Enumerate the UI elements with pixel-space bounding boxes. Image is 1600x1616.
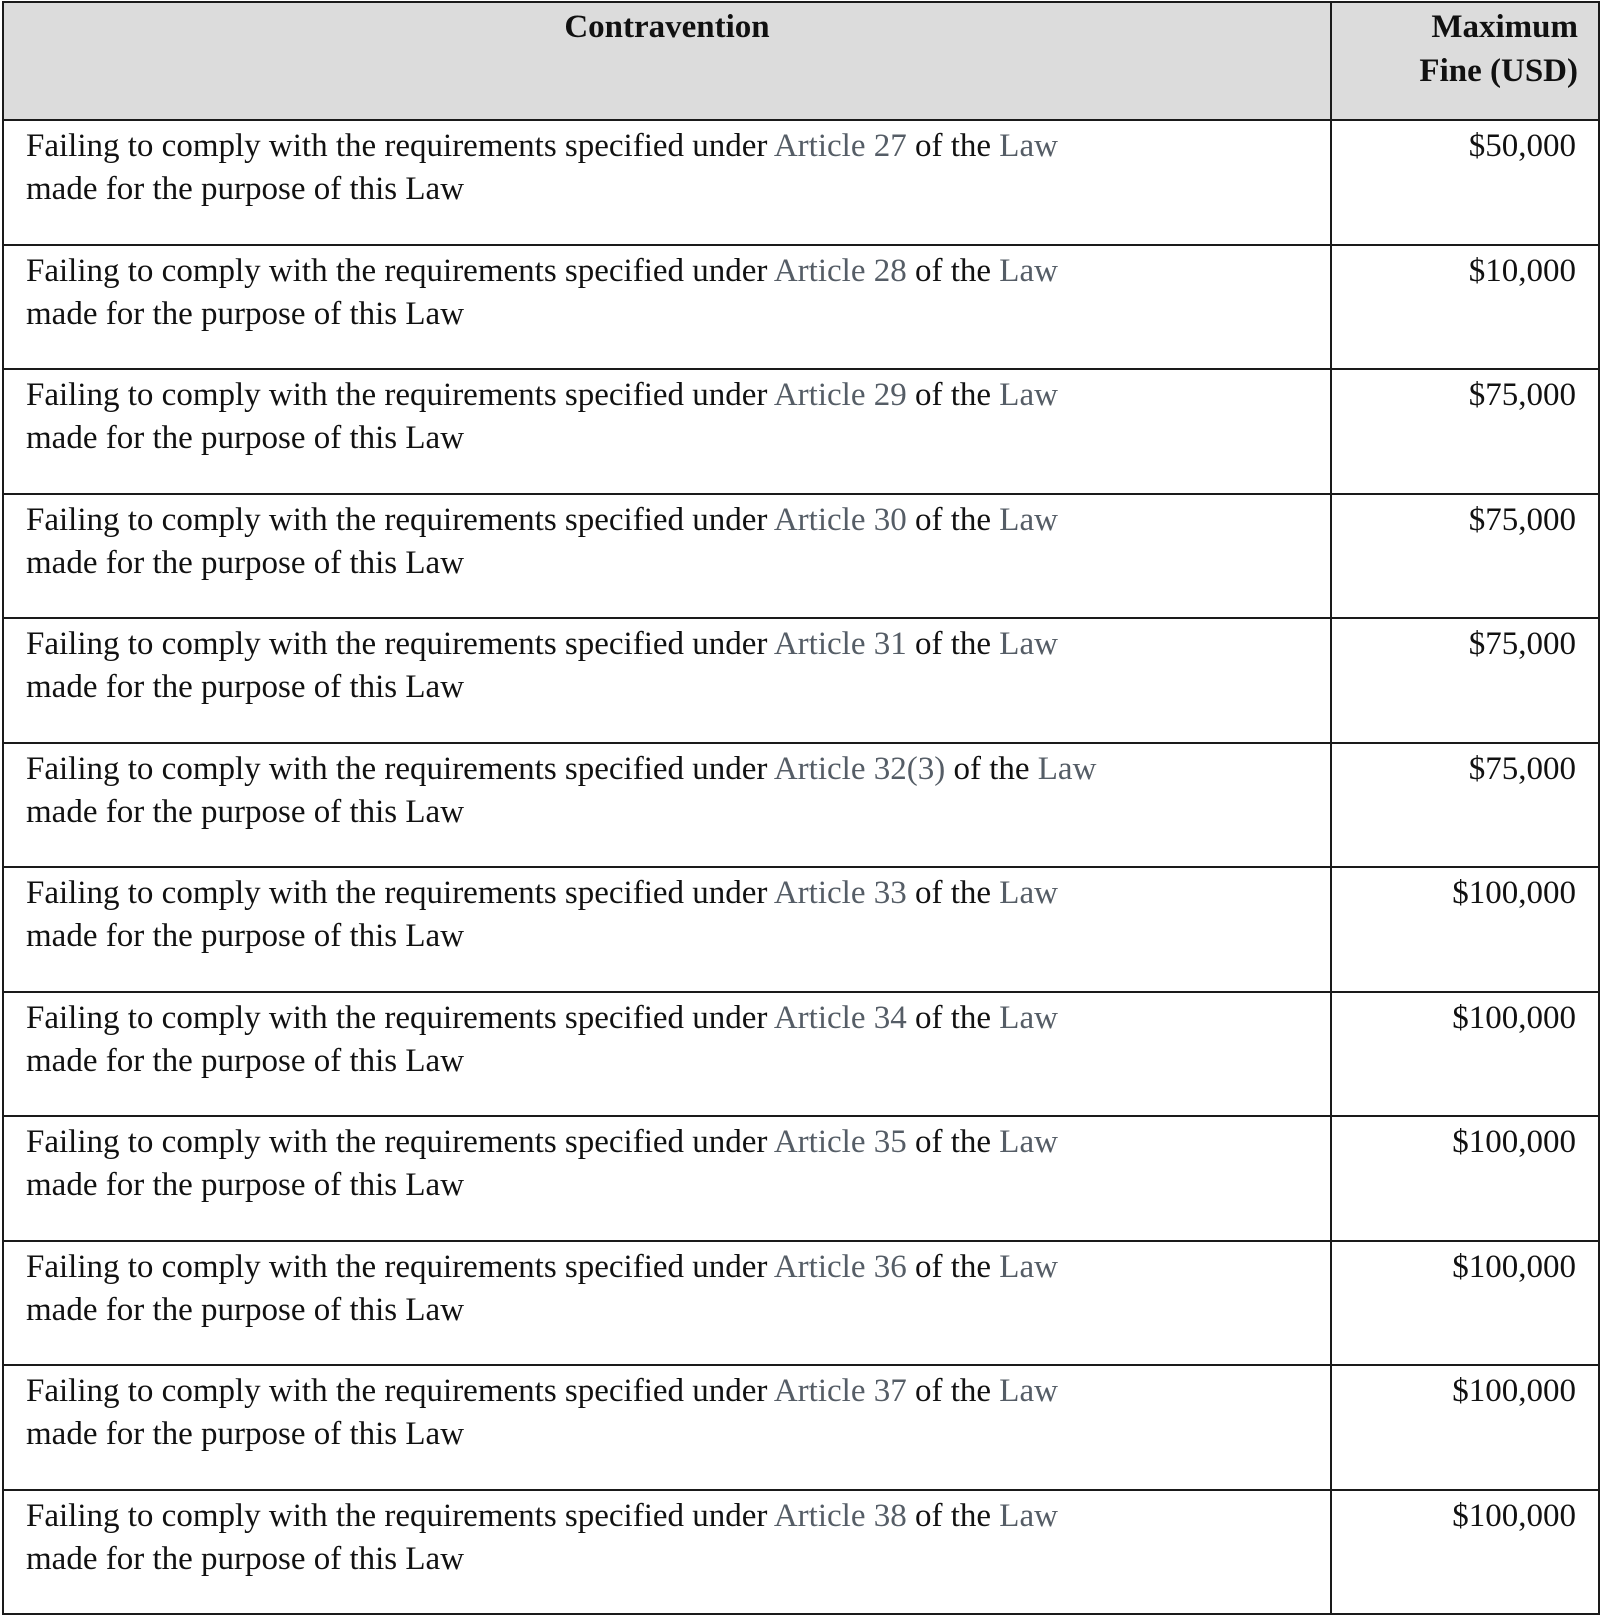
contravention-mid: of the bbox=[914, 1124, 992, 1160]
header-contravention: Contravention bbox=[3, 2, 1331, 120]
contravention-suffix: made for the purpose of this Law bbox=[26, 918, 465, 954]
article-reference: Article 38 bbox=[773, 1497, 907, 1534]
article-reference: Article 28 bbox=[773, 252, 907, 289]
fine-amount: $75,000 bbox=[1331, 369, 1599, 494]
contravention-mid: of the bbox=[914, 1373, 992, 1409]
table-row bbox=[3, 120, 1599, 245]
fine-amount: $100,000 bbox=[1331, 1365, 1599, 1490]
contravention-prefix: Failing to comply with the requirements specified under bbox=[26, 999, 768, 1036]
law-reference: Law bbox=[999, 1124, 1058, 1160]
contravention-suffix: made for the purpose of this Law bbox=[26, 793, 465, 830]
fine-amount: $10,000 bbox=[1331, 245, 1599, 370]
header-row bbox=[3, 2, 1599, 120]
article-reference: Article 29 bbox=[773, 377, 907, 413]
table-row bbox=[3, 1490, 1599, 1615]
fine-amount: $75,000 bbox=[1331, 618, 1599, 743]
contravention-prefix: Failing to comply with the requirements specified under bbox=[26, 1248, 768, 1285]
law-reference: Law bbox=[999, 1248, 1058, 1285]
contravention-prefix: Failing to comply with the requirements specified under bbox=[26, 1497, 768, 1534]
contravention-cell bbox=[3, 494, 1331, 619]
table-row bbox=[3, 1365, 1599, 1490]
article-reference: Article 36 bbox=[773, 1248, 907, 1285]
article-reference: Article 31 bbox=[773, 626, 907, 662]
contravention-cell bbox=[3, 743, 1331, 868]
contravention-cell bbox=[3, 992, 1331, 1117]
contravention-prefix: Failing to comply with the requirements specified under bbox=[26, 875, 768, 911]
contravention-cell bbox=[3, 120, 1331, 245]
contravention-prefix: Failing to comply with the requirements specified under bbox=[26, 750, 768, 787]
table-row bbox=[3, 494, 1599, 619]
contravention-prefix: Failing to comply with the requirements specified under bbox=[26, 1124, 768, 1160]
table-row bbox=[3, 867, 1599, 992]
law-reference: Law bbox=[999, 1373, 1058, 1409]
law-reference: Law bbox=[999, 1497, 1058, 1534]
contravention-suffix: made for the purpose of this Law bbox=[26, 669, 465, 705]
contravention-suffix: made for the purpose of this Law bbox=[26, 295, 465, 332]
contravention-mid: of the bbox=[914, 377, 992, 413]
article-reference: Article 30 bbox=[773, 501, 907, 538]
header-maximum-fine bbox=[1331, 2, 1599, 120]
contravention-mid: of the bbox=[914, 1497, 992, 1534]
law-reference: Law bbox=[999, 501, 1058, 538]
contravention-cell bbox=[3, 867, 1331, 992]
table-row bbox=[3, 992, 1599, 1117]
law-reference: Law bbox=[1037, 750, 1097, 787]
article-reference: Article 37 bbox=[773, 1373, 907, 1409]
contravention-mid: of the bbox=[914, 252, 992, 289]
fine-amount: $75,000 bbox=[1331, 494, 1599, 619]
fine-amount: $50,000 bbox=[1331, 120, 1599, 245]
fine-amount: $100,000 bbox=[1331, 867, 1599, 992]
fine-amount: $100,000 bbox=[1331, 1490, 1599, 1615]
article-reference: Article 32(3) bbox=[773, 750, 946, 787]
contravention-suffix: made for the purpose of this Law bbox=[26, 420, 465, 456]
contravention-cell bbox=[3, 369, 1331, 494]
law-reference: Law bbox=[999, 626, 1058, 662]
law-reference: Law bbox=[999, 252, 1058, 289]
contravention-cell bbox=[3, 618, 1331, 743]
contravention-mid: of the bbox=[953, 750, 1030, 787]
fine-amount: $100,000 bbox=[1331, 1116, 1599, 1241]
contravention-prefix: Failing to comply with the requirements specified under bbox=[26, 128, 768, 164]
table-row bbox=[3, 1116, 1599, 1241]
contravention-cell bbox=[3, 245, 1331, 370]
contravention-prefix: Failing to comply with the requirements specified under bbox=[26, 252, 768, 289]
contravention-cell bbox=[3, 1490, 1331, 1615]
law-reference: Law bbox=[999, 875, 1058, 911]
article-reference: Article 27 bbox=[773, 128, 907, 164]
fines-table bbox=[2, 1, 1600, 1615]
contravention-suffix: made for the purpose of this Law bbox=[26, 1291, 465, 1328]
contravention-prefix: Failing to comply with the requirements specified under bbox=[26, 626, 768, 662]
header-fine-line1: Maximum bbox=[1431, 9, 1578, 45]
article-reference: Article 34 bbox=[773, 999, 907, 1036]
contravention-suffix: made for the purpose of this Law bbox=[26, 1540, 465, 1577]
contravention-suffix: made for the purpose of this Law bbox=[26, 1416, 465, 1452]
table-row bbox=[3, 1241, 1599, 1366]
law-reference: Law bbox=[999, 377, 1058, 413]
fine-amount: $100,000 bbox=[1331, 992, 1599, 1117]
table-row bbox=[3, 743, 1599, 868]
table-row bbox=[3, 618, 1599, 743]
contravention-suffix: made for the purpose of this Law bbox=[26, 1167, 465, 1203]
contravention-mid: of the bbox=[914, 1248, 992, 1285]
law-reference: Law bbox=[999, 999, 1058, 1036]
header-fine-line2: Fine (USD) bbox=[1419, 53, 1578, 89]
contravention-mid: of the bbox=[914, 128, 992, 164]
contravention-mid: of the bbox=[914, 875, 992, 911]
contravention-suffix: made for the purpose of this Law bbox=[26, 171, 465, 207]
contravention-cell bbox=[3, 1365, 1331, 1490]
article-reference: Article 33 bbox=[773, 875, 907, 911]
fine-amount: $100,000 bbox=[1331, 1241, 1599, 1366]
contravention-prefix: Failing to comply with the requirements specified under bbox=[26, 501, 768, 538]
contravention-prefix: Failing to comply with the requirements specified under bbox=[26, 377, 768, 413]
law-reference: Law bbox=[999, 128, 1058, 164]
contravention-suffix: made for the purpose of this Law bbox=[26, 1042, 465, 1079]
contravention-mid: of the bbox=[914, 626, 992, 662]
table-row bbox=[3, 369, 1599, 494]
table-row bbox=[3, 245, 1599, 370]
contravention-mid: of the bbox=[914, 999, 992, 1036]
contravention-mid: of the bbox=[914, 501, 992, 538]
fine-amount: $75,000 bbox=[1331, 743, 1599, 868]
contravention-suffix: made for the purpose of this Law bbox=[26, 544, 465, 581]
contravention-prefix: Failing to comply with the requirements specified under bbox=[26, 1373, 768, 1409]
contravention-cell bbox=[3, 1116, 1331, 1241]
article-reference: Article 35 bbox=[773, 1124, 907, 1160]
contravention-cell bbox=[3, 1241, 1331, 1366]
